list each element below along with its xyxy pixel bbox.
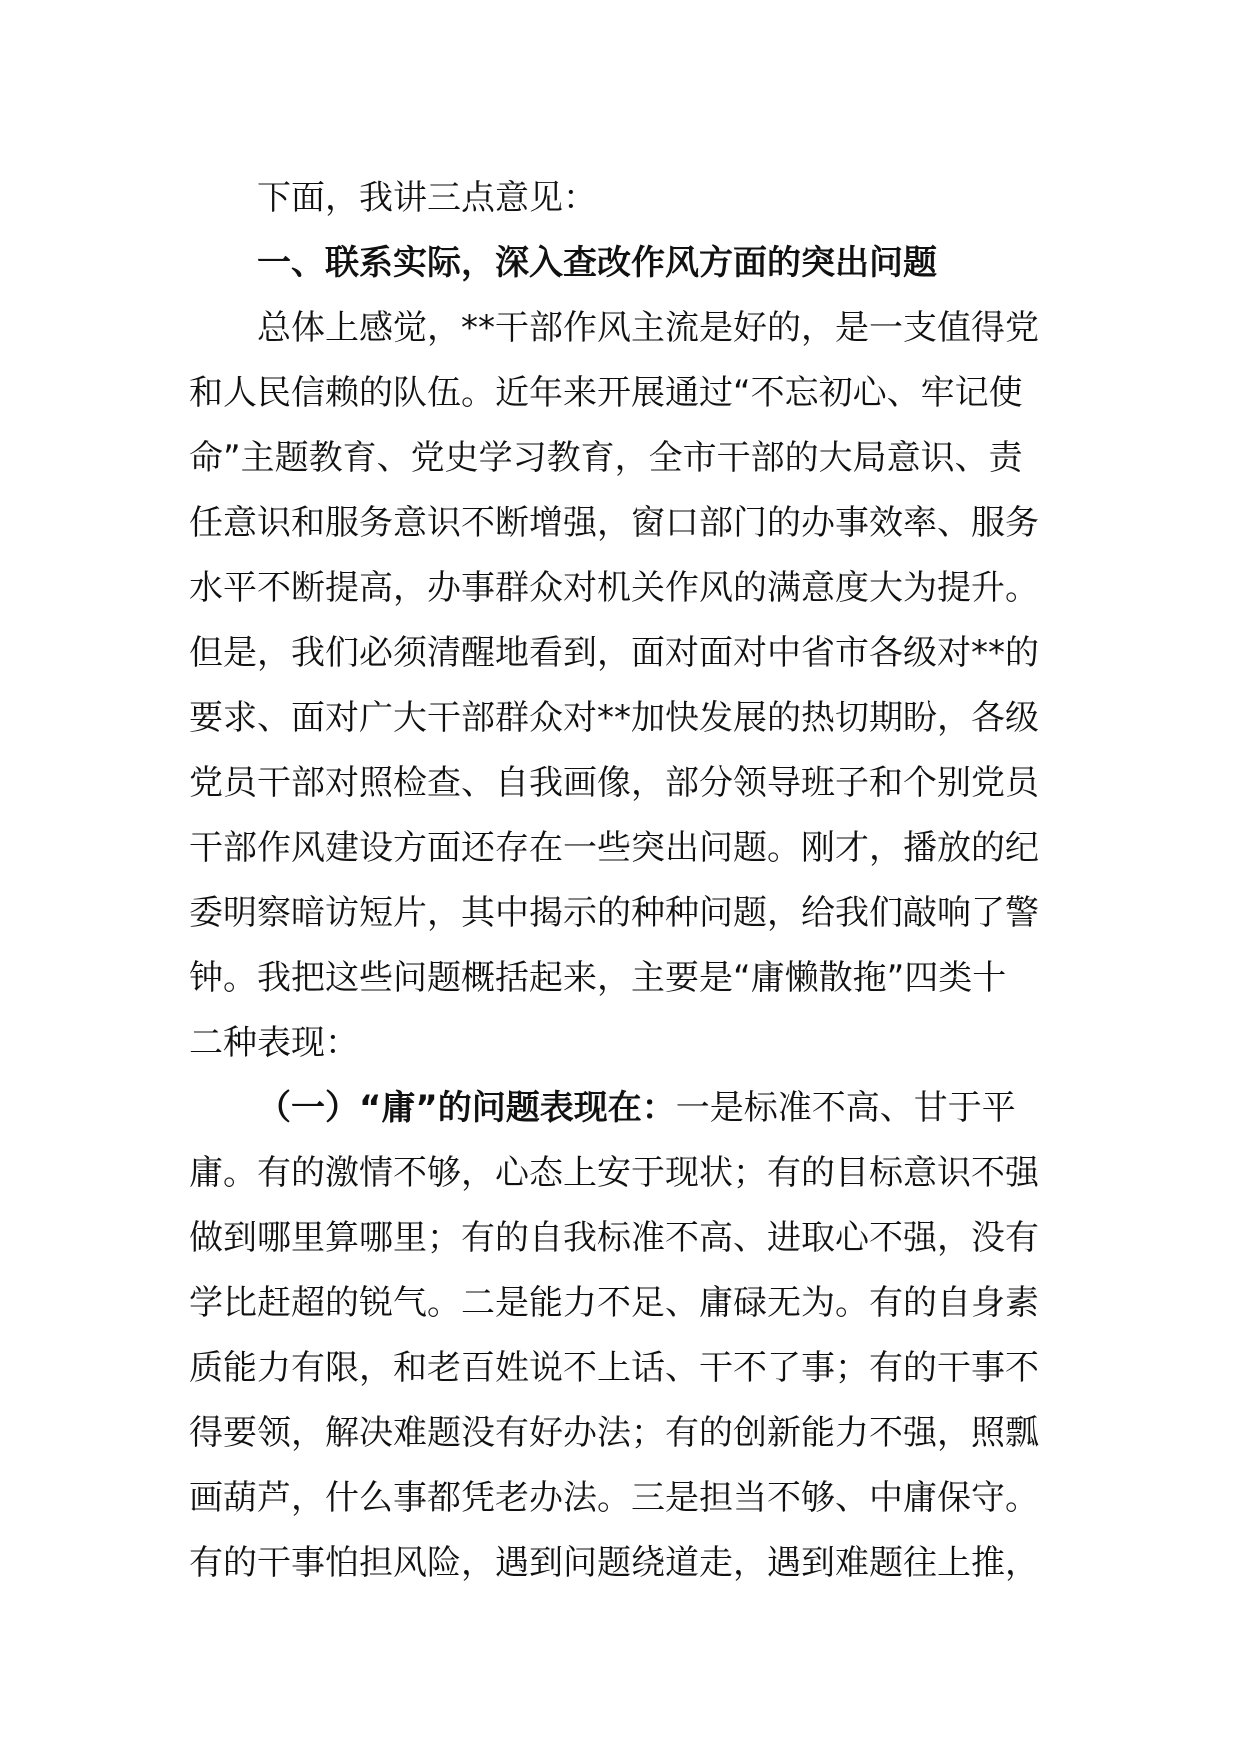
paragraph-line: 要求、面对广大干部群众对**加快发展的热切期盼，各级	[189, 698, 1039, 738]
paragraph-line: 命”主题教育、党史学习教育，全市干部的大局意识、责	[189, 438, 1023, 478]
section-heading: 一、联系实际，深入查改作风方面的突出问题	[257, 243, 937, 283]
paragraph-line: 画葫芦，什么事都凭老办法。三是担当不够、中庸保守。	[189, 1478, 1039, 1518]
paragraph-lead-line	[189, 1076, 1059, 1141]
paragraph-line: 做到哪里算哪里；有的自我标准不高、进取心不强，没有	[189, 1218, 1039, 1258]
intro-line: 下面，我讲三点意见：	[257, 178, 597, 218]
paragraph-line: 庸。有的激情不够，心态上安于现状；有的目标意识不强	[189, 1153, 1039, 1193]
paragraph-line: 但是，我们必须清醒地看到，面对面对中省市各级对**的	[189, 633, 1039, 673]
paragraph-line: 党员干部对照检查、自我画像，部分领导班子和个别党员	[189, 763, 1039, 803]
paragraph-2	[189, 1076, 1059, 1596]
paragraph-line: 水平不断提高，办事群众对机关作风的满意度大为提升。	[189, 568, 1039, 608]
paragraph-line: 任意识和服务意识不断增强，窗口部门的办事效率、服务	[189, 503, 1039, 543]
paragraph-line: 质能力有限，和老百姓说不上话、干不了事；有的干事不	[189, 1348, 1039, 1388]
paragraph-line: 二种表现：	[189, 1023, 359, 1063]
paragraph-line: 学比赶超的锐气。二是能力不足、庸碌无为。有的自身素	[189, 1283, 1039, 1323]
paragraph-1	[189, 296, 1059, 1076]
subheading-label: （一）“庸”的问题表现在：	[257, 1088, 676, 1128]
paragraph-line: 委明察暗访短片，其中揭示的种种问题，给我们敲响了警	[189, 893, 1039, 933]
document-body	[189, 166, 1059, 1596]
paragraph-line: 总体上感觉，**干部作风主流是好的，是一支值得党	[257, 308, 1039, 348]
paragraph-line: 干部作风建设方面还存在一些突出问题。刚才，播放的纪	[189, 828, 1039, 868]
paragraph-line: 和人民信赖的队伍。近年来开展通过“不忘初心、牢记使	[189, 373, 1023, 413]
paragraph-line: 钟。我把这些问题概括起来，主要是“庸懒散拖”四类十	[189, 958, 1007, 998]
lead-text: 一是标准不高、甘于平	[675, 1088, 1016, 1128]
paragraph-line: 有的干事怕担风险，遇到问题绕道走，遇到难题往上推，	[189, 1543, 1039, 1583]
paragraph-line: 得要领，解决难题没有好办法；有的创新能力不强，照瓢	[189, 1413, 1039, 1453]
